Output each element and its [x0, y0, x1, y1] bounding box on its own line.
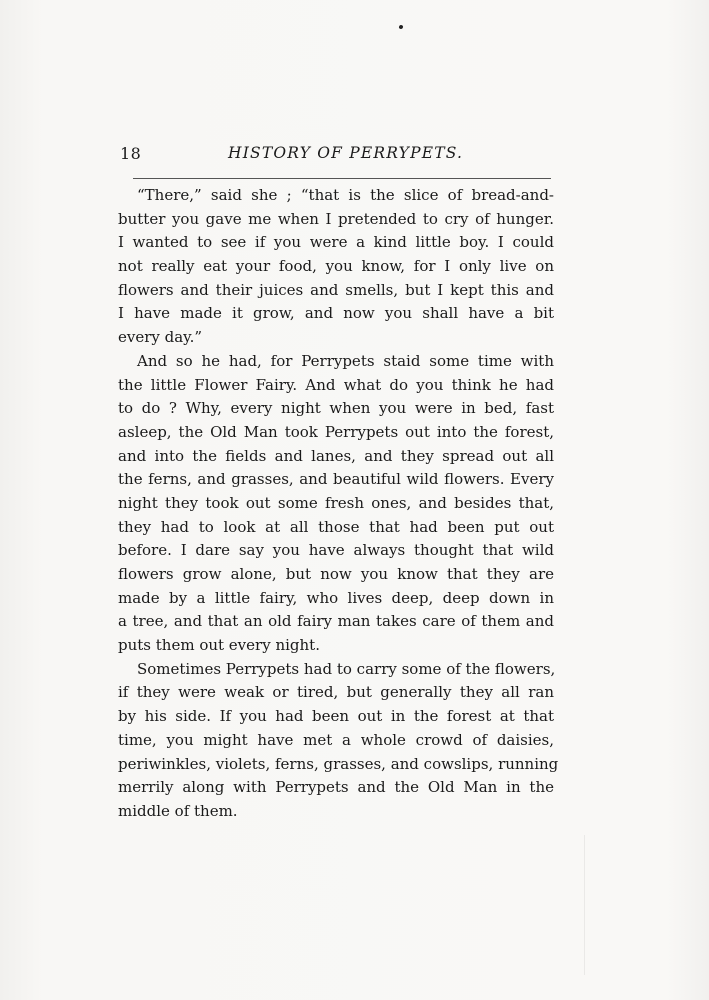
header-rule [133, 178, 551, 179]
page-header [120, 144, 580, 168]
text-line: asleep, the Old Man took Perrypets out into the forest, [118, 422, 554, 441]
page-number: 18 [120, 144, 142, 163]
text-line: by his side. If you had been out in the forest at that [118, 707, 554, 726]
text-line: puts them out every night. [118, 636, 320, 655]
text-line: night they took out some fresh ones, and besides that, [118, 493, 554, 512]
text-line: a tree, and that an old fairy man takes care of them and [118, 612, 554, 631]
running-title: HISTORY OF PERRYPETS. [228, 144, 464, 162]
page-crease [584, 835, 585, 975]
text-line: merrily along with Perrypets and the Old Man in the [118, 778, 554, 797]
text-line: to do ? Why, every night when you were in bed, fast [118, 399, 554, 418]
text-line: periwinkles, violets, ferns, grasses, and cowslips, running [118, 754, 559, 773]
text-line: every day.” [118, 328, 203, 347]
text-line: not really eat your food, you know, for I only live on [118, 257, 554, 276]
body-text [118, 184, 559, 824]
text-line: made by a little fairy, who lives deep, deep down in [118, 588, 554, 607]
text-line: Sometimes Perrypets had to carry some of the flowers, [137, 659, 556, 678]
text-line: I have made it grow, and now you shall have a bit [118, 304, 554, 323]
text-line: the ferns, and grasses, and beautiful wild flowers. Every [118, 470, 554, 489]
text-line: if they were weak or tired, but generally they all ran [118, 683, 554, 702]
text-line: and into the fields and lanes, and they spread out all [118, 446, 554, 465]
text-line: before. I dare say you have always thought that wild [118, 541, 554, 560]
text-line: butter you gave me when I pretended to cry of hunger. [118, 209, 554, 228]
text-line: flowers grow alone, but now you know that they are [118, 565, 554, 583]
text-line: flowers and their juices and smells, but I kept this and [118, 280, 554, 299]
text-line: they had to look at all those that had been put out [118, 517, 554, 536]
text-line: the little Flower Fairy. And what do you think he had [118, 375, 554, 394]
text-line: “There,” said she ; “that is the slice of bread-and- [137, 186, 554, 204]
text-line: And so he had, for Perrypets staid some time with [137, 351, 554, 370]
text-line: time, you might have met a whole crowd of daisies, [118, 730, 554, 749]
ink-speck [398, 24, 403, 29]
text-line: middle of them. [118, 801, 238, 820]
text-line: I wanted to see if you were a kind little boy. I could [118, 233, 554, 252]
